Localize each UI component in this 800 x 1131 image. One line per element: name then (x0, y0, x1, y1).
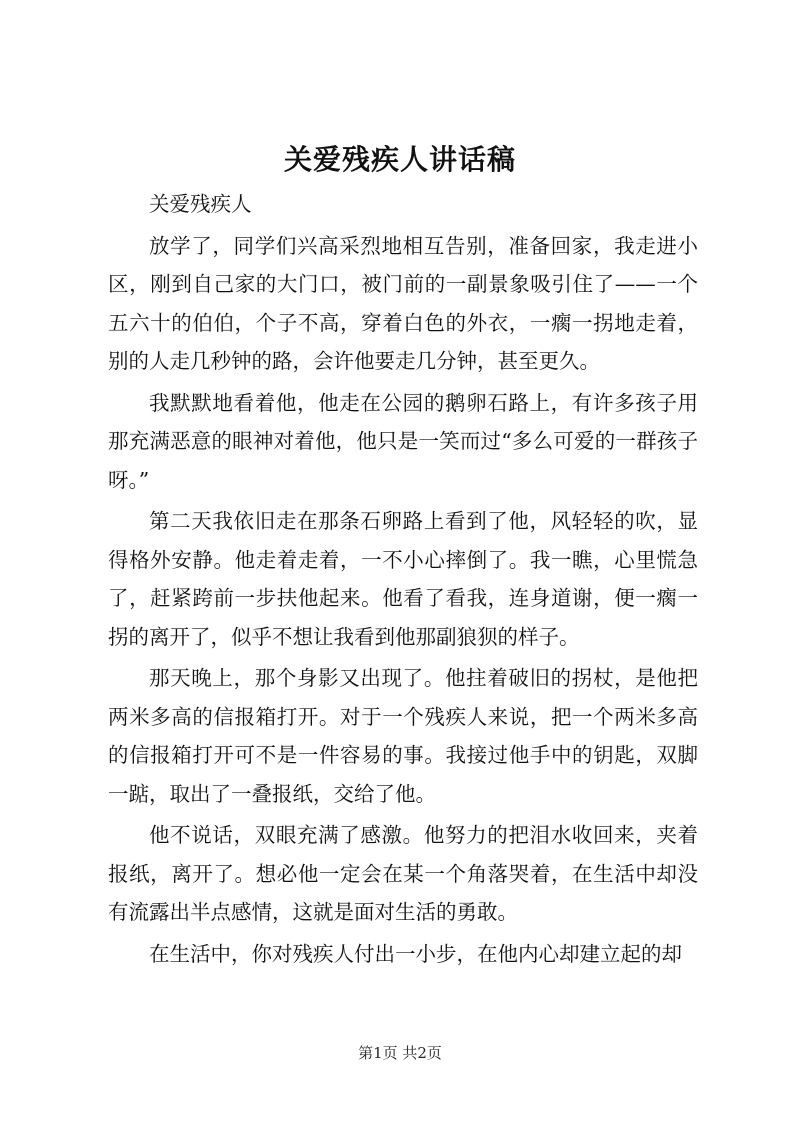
paragraph: 放学了，同学们兴高采烈地相互告别，准备回家，我走进小区，刚到自己家的大门口，被门前的一副景象吸引住了——一个五六十的伯伯，个子不高，穿着白色的外衣，一瘸一拐地走着，别的人走几秒钟的路，会许他要走几分钟，甚至更久。 (108, 233, 698, 373)
paragraph-subtitle: 关爱残疾人 (149, 192, 252, 216)
paragraph: 我默默地看着他，他走在公园的鹅卵石路上，有许多孩子用那充满恶意的眼神对着他，他只是一笑而过“多么可爱的一群孩子呀。” (108, 390, 698, 492)
page-number-footer: 第1页 共2页 (358, 1044, 442, 1062)
paragraph: 第二天我依旧走在那条石卵路上看到了他，风轻轻的吹，显得格外安静。他走着走着，一不小心摔倒了。我一瞧，心里慌急了，赶紧跨前一步扶他起来。他看了看我，连身道谢，便一瘸一拐的离开了，似乎不想让我看到他那副狼狈的样子。 (108, 509, 698, 649)
document-body (108, 185, 698, 976)
paragraph: 他不说话，双眼充满了感激。他努力的把泪水收回来，夹着报纸，离开了。想必他一定会在某一个角落哭着，在生活中却没有流露出半点感情，这就是面对生活的勇敢。 (108, 823, 698, 924)
document-title: 关爱残疾人讲话稿 (283, 143, 516, 176)
paragraph: 在生活中，你对残疾人付出一小步，在他内心却建立起的却 (149, 941, 682, 966)
paragraph: 那天晚上，那个身影又出现了。他拄着破旧的拐杖，是他把两米多高的信报箱打开。对于一个残疾人来说，把一个两米多高的信报箱打开可不是一件容易的事。我接过他手中的钥匙，双脚一踮，取出了一叠报纸，交给了他。 (108, 666, 698, 806)
